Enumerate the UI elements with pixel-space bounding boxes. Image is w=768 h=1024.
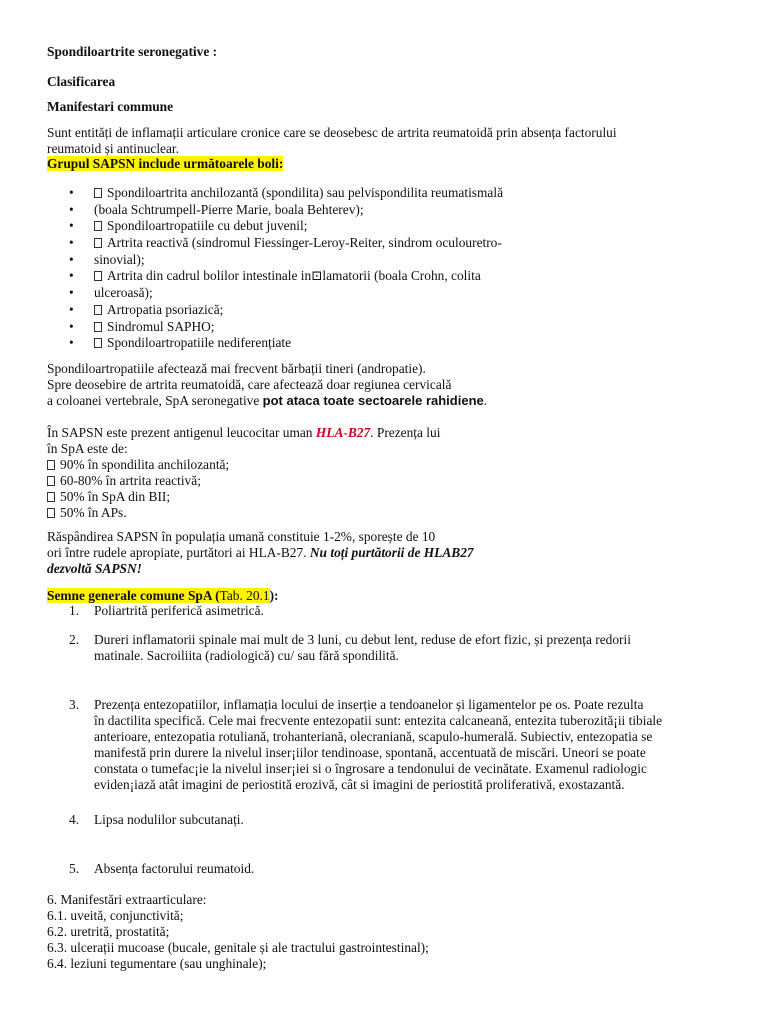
checkbox-glyph-icon: [94, 271, 102, 281]
sign-item: [47, 603, 754, 619]
extraarticular-line: 6.2. uretrită, prostatită;: [47, 924, 170, 939]
hla-paragraph: [47, 425, 727, 520]
disease-list-item: [47, 252, 727, 269]
spread-line1: Răspândirea SAPSN în populația umană constituie 1-2%, sporește de 10: [47, 529, 436, 544]
sign-number: 1.: [69, 603, 80, 618]
extraarticular-line: 6. Manifestări extraarticulare:: [47, 892, 207, 907]
sign-number: 4.: [69, 812, 80, 827]
spread-line2-bi: Nu toți purtătorii de HLAB27: [309, 545, 474, 560]
heading-spondiloartrite: Spondiloartrite seronegative :: [47, 44, 218, 59]
checkbox-glyph-icon: [47, 492, 55, 502]
spa-line3-start: a coloanei vertebrale, SpA seronegative: [47, 393, 263, 408]
sign-number: 2.: [69, 632, 80, 647]
sign-line: Poliartrită periferică asimetrică.: [94, 603, 264, 618]
sign-item: [47, 632, 754, 664]
spa-line3-bold: pot ataca toate sectoarele rahidiene: [262, 393, 484, 408]
sign-line: anterioare, entezopatia rotuliană, trohanteriană, olecraniană, scapulo-humerală. Subiectiv, entezopatia se: [94, 729, 653, 744]
extraarticular-line: 6.4. leziuni tegumentare (sau unghinale);: [47, 956, 267, 971]
group-heading: [47, 156, 283, 172]
signs-heading-start: Semne generale comune SpA (: [47, 588, 220, 603]
disease-list-text: (boala Schtrumpell-Pierre Marie, boala Behterev);: [94, 201, 364, 217]
disease-list-text: Sindromul SAPHO;: [107, 318, 215, 334]
spa-line3-end: .: [483, 393, 488, 408]
checkbox-glyph-icon: [94, 238, 102, 248]
hla-b27-red: HLA-B27: [315, 425, 371, 440]
signs-heading: [47, 588, 279, 604]
hla-line2: în SpA este de:: [47, 441, 128, 456]
sign-number: 3.: [69, 697, 80, 712]
signs-heading-end: ):: [269, 588, 279, 603]
checkbox-glyph-icon: [47, 476, 55, 486]
disease-list: [47, 185, 727, 352]
hla-line1: [47, 425, 727, 441]
disease-list-text: Spondiloartropatiile nediferențiate: [107, 335, 292, 351]
disease-list-item: [47, 202, 727, 219]
sign-line: eviden¡iază atât imagini de periostită erozivă, cât si imagini de periostită proliferativă, exostazantă.: [94, 777, 625, 792]
checkbox-glyph-icon: [94, 188, 102, 198]
extraarticular-line: 6.1. uveită, conjunctivită;: [47, 908, 184, 923]
checkbox-glyph-icon: [47, 460, 55, 470]
disease-list-text: Artrita din cadrul bolilor intestinale in⊡lamatorii (boala Crohn, colita: [107, 268, 481, 284]
disease-list-text: Spondiloartropatiile cu debut juvenil;: [107, 218, 308, 234]
spa-paragraph: [47, 361, 727, 409]
disease-list-text: sinovial);: [94, 251, 145, 267]
disease-list-item: [47, 185, 727, 202]
spread-line2: [47, 545, 727, 561]
disease-list-text: Spondiloartrita anchilozantă (spondilita) sau pelvispondilita reumatismală: [107, 185, 504, 200]
disease-list-text: ulceroasă);: [94, 285, 153, 301]
checkbox-glyph-icon: [94, 322, 102, 332]
intro-line: Sunt entități de inflamații articulare cronice care se deosebesc de artrita reumatoidă prin absența factorului: [47, 125, 617, 140]
intro-line: reumatoid și antinuclear.: [47, 141, 180, 156]
disease-list-text: Artropatia psoriazică;: [107, 301, 224, 317]
hla-item: [47, 489, 727, 505]
spa-line: [47, 393, 727, 409]
heading-clasificarea: Clasificarea: [47, 74, 116, 89]
spread-line3: dezvoltă SAPSN!: [47, 561, 142, 576]
hla-item-text: 60-80% în artrita reactivă;: [60, 473, 201, 488]
sign-line: Dureri inflamatorii spinale mai mult de 3 luni, cu debut lent, reduse de efort fizic, și prezența redorii: [94, 632, 631, 647]
spread-paragraph: [47, 529, 727, 577]
sign-line: constata o tumefac¡ie la nivelul inser¡iei si o îngrosare a tendonului de vecinătate. Examenul radiologic: [94, 761, 647, 776]
spa-line: Spre deosebire de artrita reumatoidă, care afectează doar regiunea cervicală: [47, 377, 452, 392]
intro-paragraph: [47, 125, 727, 157]
disease-list-text: Artrita reactivă (sindromul Fiessinger-Leroy-Reiter, sindrom oculouretro-: [107, 235, 502, 251]
extraarticular-line: 6.3. ulcerații mucoase (bucale, genitale și ale tractului gastrointestinal);: [47, 940, 429, 955]
disease-list-item: [47, 335, 727, 352]
sign-line: în dactilita specifică. Cele mai frecvente entezopatii sunt: entezita calcaneană, entezita tuberozită¡ii tibiale: [94, 713, 663, 728]
disease-list-item: [47, 235, 727, 252]
checkbox-glyph-icon: [94, 305, 102, 315]
hla-item-text: 90% în spondilita anchilozantă;: [60, 457, 230, 472]
disease-list-item: [47, 302, 727, 319]
sign-number: 5.: [69, 861, 80, 876]
checkbox-glyph-icon: [94, 221, 102, 231]
spa-line: Spondiloartropatiile afectează mai frecvent bărbații tineri (andropatie).: [47, 361, 426, 376]
checkbox-glyph-icon: [47, 508, 55, 518]
hla-items: [47, 457, 727, 520]
sign-line: Absența factorului reumatoid.: [94, 861, 255, 876]
disease-list-item: [47, 285, 727, 302]
sign-line: matinale. Sacroiliita (radiologică) cu/ sau fără spondilită.: [94, 648, 399, 663]
hla-line1-start: În SAPSN este prezent antigenul leucocitar uman: [47, 425, 316, 440]
signs-heading-highlight: [47, 588, 270, 603]
signs-list: [47, 603, 727, 883]
sign-line: Prezența entezopatiilor, inflamația locului de inserție a tendoanelor și ligamentelor pe os. Poate rezulta: [94, 697, 644, 712]
signs-heading-ref: Tab. 20.1: [219, 588, 270, 603]
spread-line2-start: ori între rudele apropiate, purtători ai HLA-B27.: [47, 545, 310, 560]
disease-list-item: [47, 319, 727, 336]
sign-line: manifestă prin durere la nivelul inser¡iilor tendinoase, spontană, accentuată de miscări. Uneori se poate: [94, 745, 646, 760]
sign-item: [47, 812, 754, 828]
group-heading-text: Grupul SAPSN include următoarele boli:: [47, 156, 284, 171]
disease-list-item: [47, 218, 727, 235]
heading-manifestari: Manifestari commune: [47, 99, 174, 114]
sign-item: [47, 861, 754, 877]
sign-line: Lipsa nodulilor subcutanați.: [94, 812, 244, 827]
extraarticular-list: [47, 892, 727, 972]
hla-item-text: 50% în APs.: [60, 505, 127, 520]
disease-list-item: [47, 268, 727, 285]
hla-line1-end: . Prezența lui: [370, 425, 441, 440]
hla-item: [47, 457, 727, 473]
hla-item: [47, 505, 727, 521]
hla-item-text: 50% în SpA din BII;: [60, 489, 171, 504]
hla-item: [47, 473, 727, 489]
checkbox-glyph-icon: [94, 338, 102, 348]
sign-item: [47, 697, 754, 793]
